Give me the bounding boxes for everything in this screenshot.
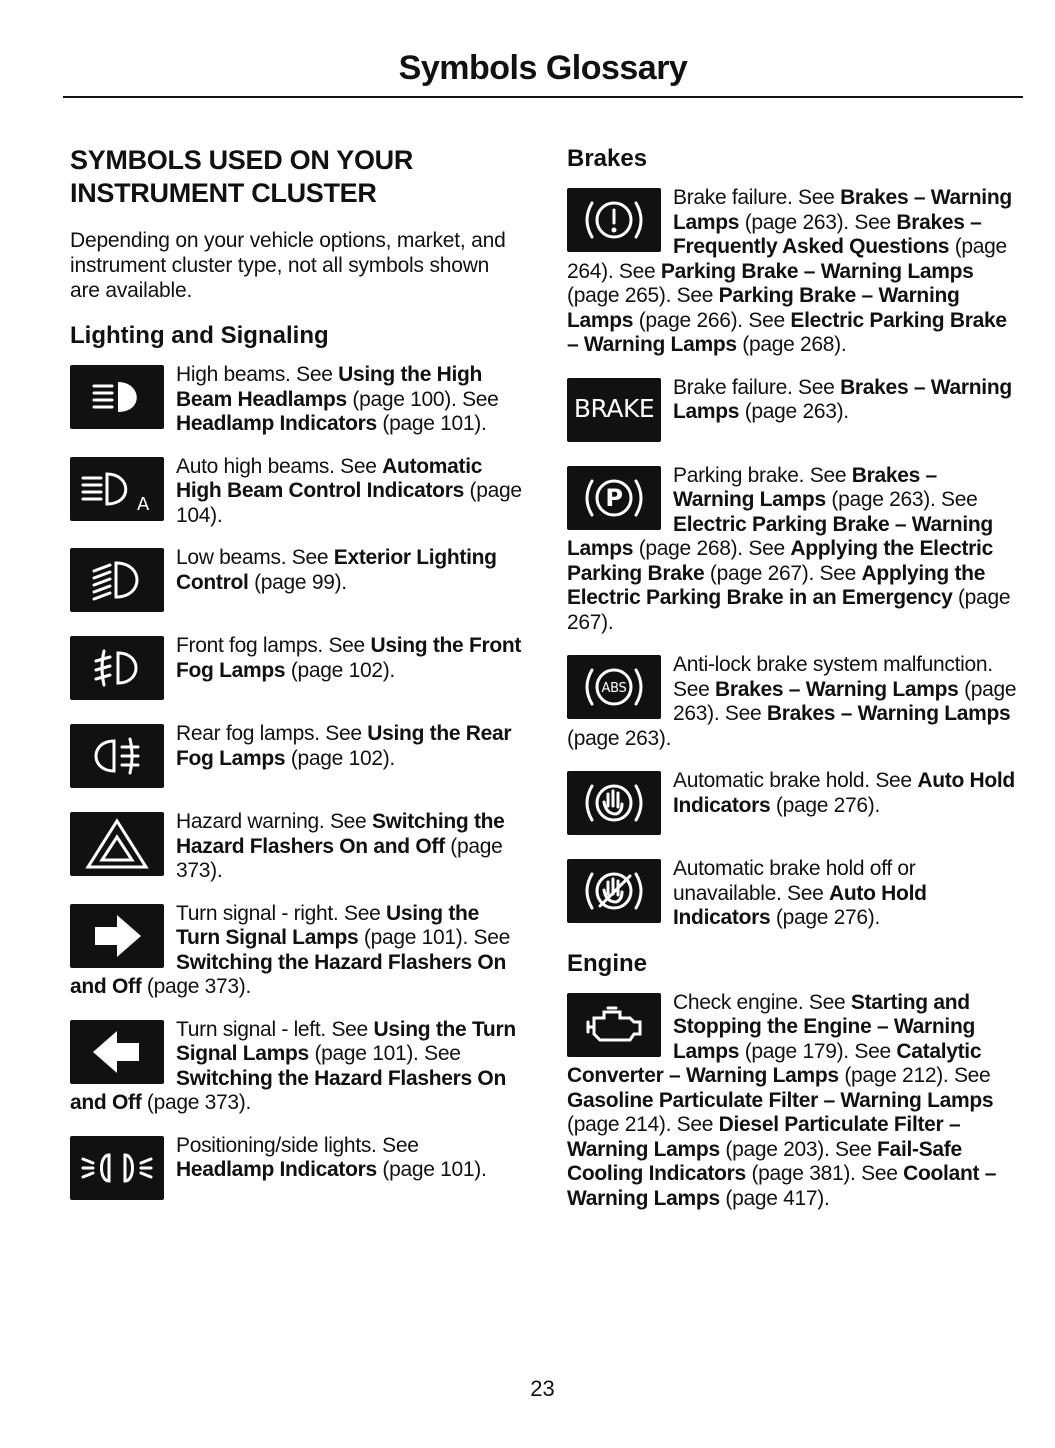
page-title: Symbols Glossary (63, 44, 1023, 98)
entry-text: (page 263). See (739, 210, 897, 234)
entry-text: Automatic brake hold. See (673, 769, 918, 792)
entry-text: Parking brake. See (673, 463, 852, 487)
entry-text: Brake failure. See (673, 375, 841, 399)
entry-text: (page 373). (141, 975, 252, 998)
reference-link: Electric Parking Brake – Warning Lamps (567, 512, 993, 560)
symbol-entry (567, 769, 1019, 839)
reference-link: Fail-Safe Cooling Indicators (567, 1137, 962, 1185)
entry-text: Turn signal - right. See (176, 901, 386, 925)
entry-text: Automatic brake hold off or unavailable. See (673, 857, 916, 905)
entry-text: (page 373). (141, 1091, 252, 1114)
svg-text:A: A (137, 493, 150, 514)
reference-link: Headlamp Indicators (176, 1158, 377, 1181)
entry-text: (page 373). (176, 834, 503, 882)
left-column (70, 144, 522, 1222)
brakes-heading: Brakes (567, 145, 648, 172)
symbol-entry (70, 363, 522, 437)
reference-link: Brakes – Warning Lamps (673, 186, 1012, 234)
lighting-heading: Lighting and Signaling (70, 322, 329, 349)
entry-text: Anti-lock brake system malfunction. See (673, 653, 993, 701)
check-engine-icon (567, 993, 661, 1057)
entry-text: (page 100). See (346, 387, 499, 411)
entry-text: (page 266). See (633, 308, 791, 332)
reference-link: Auto Hold Indicators (673, 881, 927, 929)
reference-link: Coolant – Warning Lamps (567, 1162, 997, 1210)
entry-text: (page 263). See (825, 488, 978, 511)
entry-text: (page 263). (739, 400, 849, 423)
svg-text:P: P (605, 483, 623, 512)
entry-text: Brake failure. See (673, 186, 841, 209)
reference-link: Switching the Hazard Flashers On and Off (70, 1066, 506, 1114)
front-fog-icon (70, 636, 164, 700)
entry-text: (page 102). (285, 746, 395, 770)
page-number: 23 (530, 1376, 555, 1401)
entry-text: Low beams. See (176, 546, 334, 569)
reference-link: Using the Turn Signal Lamps (176, 901, 479, 949)
entry-text: (page 265). See (567, 284, 719, 307)
entry-text: (page 212). See (838, 1064, 991, 1087)
entry-text: (page 276). (770, 906, 881, 929)
entry-text: (page 263). (567, 726, 672, 750)
reference-link: Parking Brake – Warning Lamps (660, 259, 974, 283)
rear-fog-icon (70, 724, 164, 788)
reference-link: Using the Rear Fog Lamps (176, 722, 512, 770)
reference-link: Brakes – Frequently Asked Questions (673, 210, 982, 258)
brake-entries (567, 186, 1019, 931)
reference-link: Using the Turn Signal Lamps (176, 1017, 516, 1065)
reference-link: Auto Hold Indicators (673, 769, 1015, 817)
entry-text: (page 263). See (673, 677, 1017, 725)
brake-failure-icon (567, 188, 661, 252)
reference-link: Brakes – Warning Lamps (673, 463, 937, 511)
symbol-entry (70, 1018, 522, 1116)
side-lights-icon (70, 1136, 164, 1200)
hazard-icon (70, 812, 164, 876)
entry-text: (page 214). See (567, 1113, 719, 1136)
entry-text: Turn signal - left. See (176, 1017, 374, 1041)
entry-text: Rear fog lamps. See (176, 722, 368, 745)
entry-text: (page 101). See (358, 926, 511, 949)
engine-heading: Engine (567, 949, 648, 977)
entry-text: (page 276). (770, 793, 881, 817)
reference-link: Using the Front Fog Lamps (176, 634, 522, 682)
auto-high-beam-icon (70, 457, 164, 521)
entry-text: (page 203). See (719, 1137, 878, 1161)
entry-text: (page 101). (376, 1158, 487, 1181)
reference-link: Applying the Electric Parking Brake (567, 537, 993, 585)
symbol-entry (70, 455, 522, 529)
entry-text: (page 99). (248, 570, 347, 594)
entry-text: (page 268). See (633, 537, 791, 560)
entry-text: Positioning/side lights. See (176, 1133, 419, 1157)
entry-text: (page 381). See (745, 1162, 904, 1185)
auto-hold-off-icon (567, 859, 661, 923)
entry-text: Hazard warning. See (176, 810, 372, 833)
symbol-entry (567, 653, 1019, 751)
symbol-entry (70, 634, 522, 704)
symbol-entry (567, 464, 1019, 636)
svg-text:ABS: ABS (601, 681, 627, 696)
engine-entries (567, 991, 1019, 1212)
parking-brake-icon (567, 466, 661, 530)
symbol-entry (70, 546, 522, 616)
entry-text: (page 417). (719, 1186, 830, 1210)
reference-link: Catalytic Converter – Warning Lamps (567, 1039, 982, 1087)
reference-link: Gasoline Particulate Filter – Warning Lamps (567, 1088, 994, 1112)
reference-link: Using the High Beam Headlamps (176, 363, 483, 411)
right-column (567, 144, 1019, 1229)
symbol-entry (567, 376, 1019, 446)
lighting-entries (70, 363, 522, 1204)
entry-text: (page 102). (285, 658, 395, 682)
symbol-entry (567, 857, 1019, 931)
reference-link: Diesel Particulate Filter – Warning Lamps (567, 1113, 961, 1161)
entry-text: (page 101). (376, 412, 487, 435)
abs-icon (567, 655, 661, 719)
symbol-entry (70, 810, 522, 884)
entry-text: Check engine. See (673, 990, 851, 1014)
reference-link: Starting and Stopping the Engine – Warning Lamps (673, 990, 976, 1063)
reference-link: Brakes – Warning Lamps (766, 702, 1011, 725)
symbol-entry (70, 1134, 522, 1204)
reference-link: Switching the Hazard Flashers On and Off (70, 950, 506, 998)
reference-link: Exterior Lighting Control (176, 546, 497, 594)
entry-text: (page 101). See (308, 1042, 461, 1065)
entry-text: (page 179). See (739, 1039, 897, 1063)
entry-text: (page 267). (567, 586, 1011, 634)
section-heading: SYMBOLS USED ON YOUR INSTRUMENT CLUSTER (70, 145, 414, 208)
reference-link: Headlamp Indicators (176, 412, 377, 435)
entry-text: High beams. See (176, 363, 339, 386)
symbol-entry (567, 186, 1019, 358)
reference-link: Brakes – Warning Lamps (715, 677, 959, 701)
entry-text: Auto high beams. See (176, 454, 383, 478)
reference-link: Electric Parking Brake – Warning Lamps (567, 308, 1007, 356)
turn-left-icon (70, 1020, 164, 1084)
entry-text: Front fog lamps. See (176, 634, 371, 657)
reference-link: Brakes – Warning Lamps (673, 375, 1012, 423)
reference-link: Automatic High Beam Control Indicators (176, 454, 483, 502)
symbol-entry (567, 991, 1019, 1212)
entry-text: (page 268). (736, 333, 847, 356)
low-beam-icon (70, 548, 164, 612)
intro-paragraph: Depending on your vehicle options, market, and instrument cluster type, not all symbols shown are available. (70, 229, 506, 302)
auto-hold-icon (567, 771, 661, 835)
reference-link: Switching the Hazard Flashers On and Off (176, 810, 505, 858)
reference-link: Applying the Electric Parking Brake in an Emergency (567, 561, 986, 609)
symbol-entry (70, 902, 522, 1000)
entry-text: (page 104). (176, 479, 522, 527)
brake-text-icon: BRAKE (567, 378, 661, 442)
entry-text: (page 264). See (567, 235, 1007, 283)
high-beam-icon (70, 365, 164, 429)
reference-link: Parking Brake – Warning Lamps (567, 284, 960, 332)
entry-text: (page 267). See (704, 561, 862, 585)
symbol-entry (70, 722, 522, 792)
turn-right-icon (70, 904, 164, 968)
